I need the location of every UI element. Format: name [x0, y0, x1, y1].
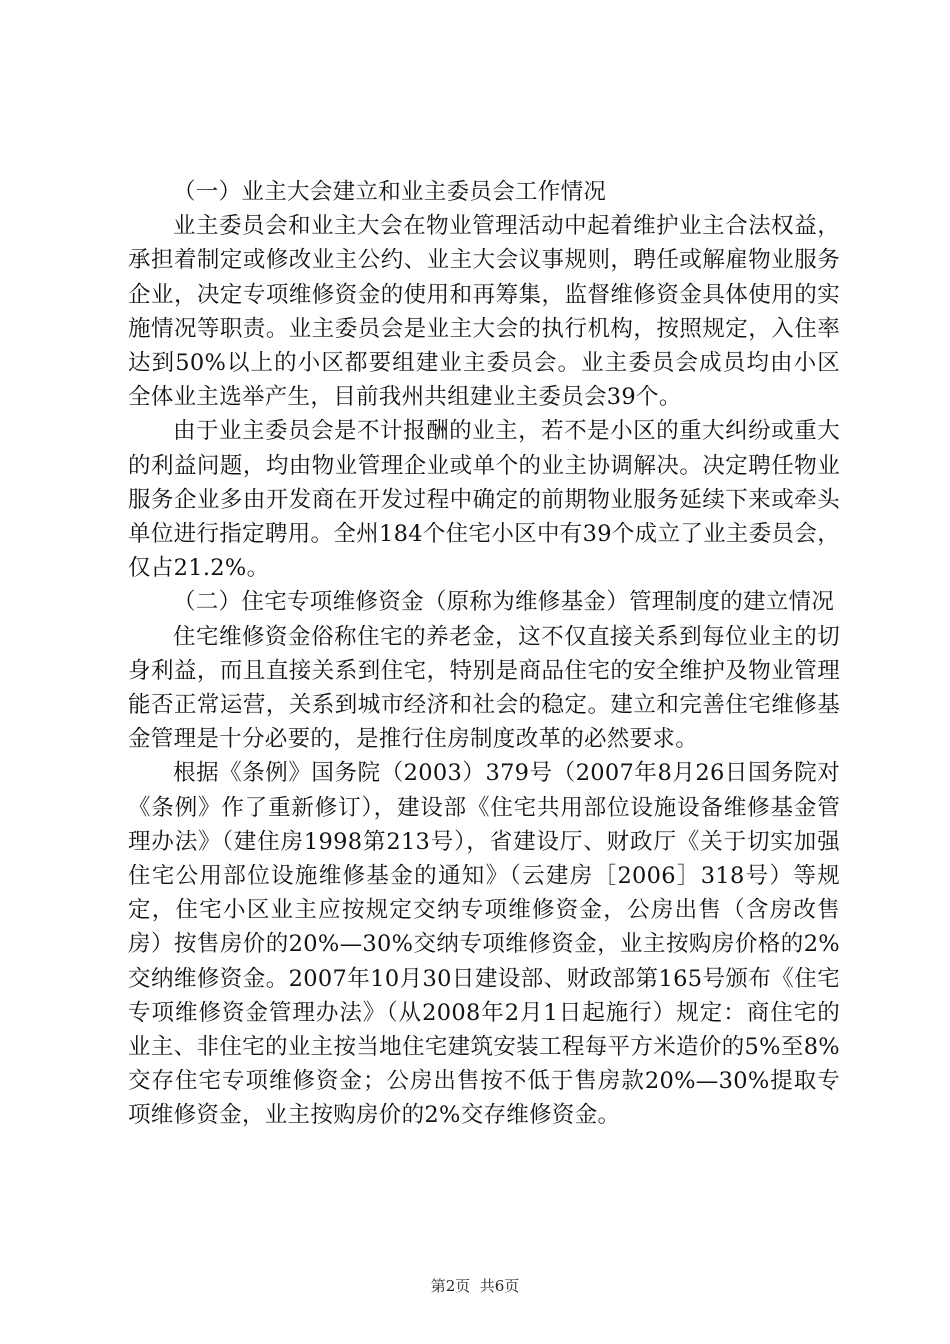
paragraph-owners-committee-duties: 业主委员会和业主大会在物业管理活动中起着维护业主合法权益，承担着制定或修改业主公约、业主大会议事规则，聘任或解雇物业服务企业，决定专项维修资金的使用和再筹集，监督维修资金具体使用的实施情况等职责。业主委员会是业主大会的执行机构，按照规定，入住率达到50%以上的小区都要组建业主委员会。业主委员会成员均由小区全体业主选举产生，目前我州共组建业主委员会39个。: [128, 213, 840, 411]
document-body: [128, 175, 840, 1133]
section-heading-1: （一）业主大会建立和业主委员会工作情况: [173, 179, 607, 205]
paragraph-maintenance-fund-regulations: 根据《条例》国务院（2003）379号（2007年8月26日国务院对《条例》作了重新修订），建设部《住宅共用部位设施设备维修基金管理办法》（建住房1998第213号），省建设厅、财政厅《关于切实加强住宅公用部位设施维修基金的通知》（云建房［2006］318号）等规定，住宅小区业主应按规定交纳专项维修资金，公房出售（含房改售房）按售房价的20%—30%交纳专项维修资金，业主按购房价格的2%交纳维修资金。2007年10月30日建设部、财政部第165号颁布《住宅专项维修资金管理办法》（从2008年2月1日起施行）规定：商住宅的业主、非住宅的业主按当地住宅建筑安装工程每平方米造价的5%至8%交存住宅专项维修资金；公房出售按不低于售房款20%—30%提取专项维修资金，业主按购房价的2%交存维修资金。: [128, 760, 840, 1129]
paragraph-owners-committee-status: 由于业主委员会是不计报酬的业主，若不是小区的重大纠纷或重大的利益问题，均由物业管理企业或单个的业主协调解决。决定聘任物业服务企业多由开发商在开发过程中确定的前期物业服务延续下来或牵头单位进行指定聘用。全州184个住宅小区中有39个成立了业主委员会，仅占21.2%。: [128, 418, 840, 582]
paragraph-maintenance-fund-importance: 住宅维修资金俗称住宅的养老金，这不仅直接关系到每位业主的切身利益，而且直接关系到住宅，特别是商品住宅的安全维护及物业管理能否正常运营，关系到城市经济和社会的稳定。建立和完善住宅维修基金管理是十分必要的，是推行住房制度改革的必然要求。: [128, 623, 840, 753]
page-number-footer: 第2页 共6页: [430, 1277, 520, 1295]
section-heading-2: （二）住宅专项维修资金（原称为维修基金）管理制度的建立情况: [173, 589, 835, 616]
